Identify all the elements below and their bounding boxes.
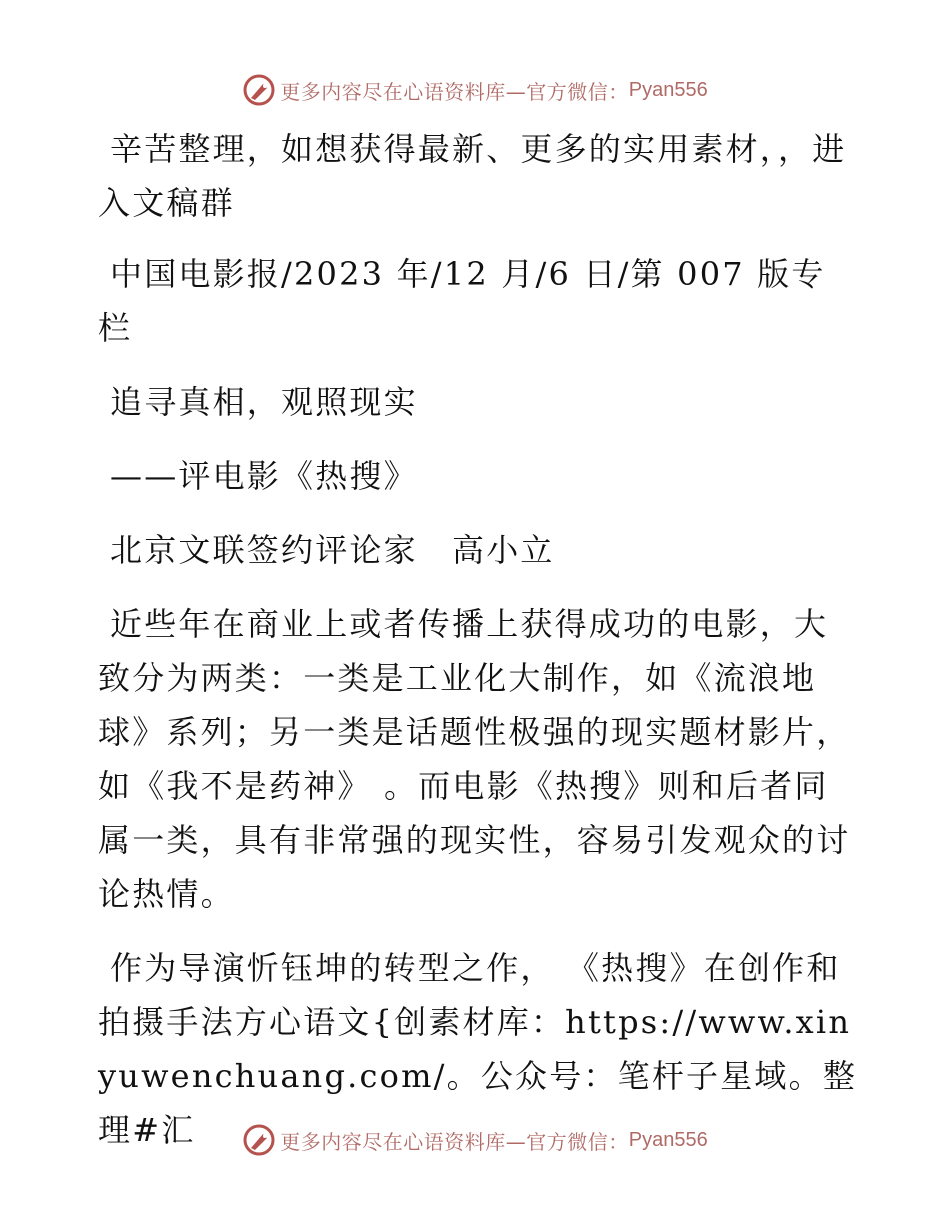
- body-paragraph: 近些年在商业上或者传播上获得成功的电影，大致分为两类：一类是工业化大制作，如《流浪地球》系列；另一类是话题性极强的现实题材影片，如《我不是药神》 。而电影《热搜》则和后者同属一类，具有非常强的现实性，容易引发观众的讨论热情。: [98, 605, 851, 913]
- intro-note: 辛苦整理，如想获得最新、更多的实用素材，，进入文稿群: [98, 130, 847, 222]
- pen-nib-icon: [242, 73, 276, 107]
- article-title: 追寻真相，观照现实: [110, 383, 418, 421]
- document-body: [98, 122, 858, 1157]
- watermark-text: 更多内容尽在心语资料库—官方微信：: [280, 1129, 629, 1154]
- watermark-text: 更多内容尽在心语资料库—官方微信：: [280, 79, 629, 104]
- watermark-wechat-id: Pyan556: [628, 1128, 708, 1151]
- watermark-wechat-id: Pyan556: [628, 78, 708, 101]
- article-subtitle: ——评电影《热搜》: [110, 457, 418, 495]
- source-line: 中国电影报/2023 年/12 月/6 日/第 007 版专栏: [98, 255, 826, 347]
- body-paragraph: 作为导演忻钰坤的转型之作， 《热搜》在创作和拍摄手法方心语文{创素材库：https://www.xinyuwenchuang.com/。公众号：笔杆子星域。整理#汇: [98, 949, 858, 1149]
- footer-watermark: [0, 1120, 950, 1160]
- pen-nib-icon: [242, 1123, 276, 1157]
- article-author: 北京文联签约评论家 高小立: [110, 531, 555, 569]
- header-watermark: [0, 70, 950, 110]
